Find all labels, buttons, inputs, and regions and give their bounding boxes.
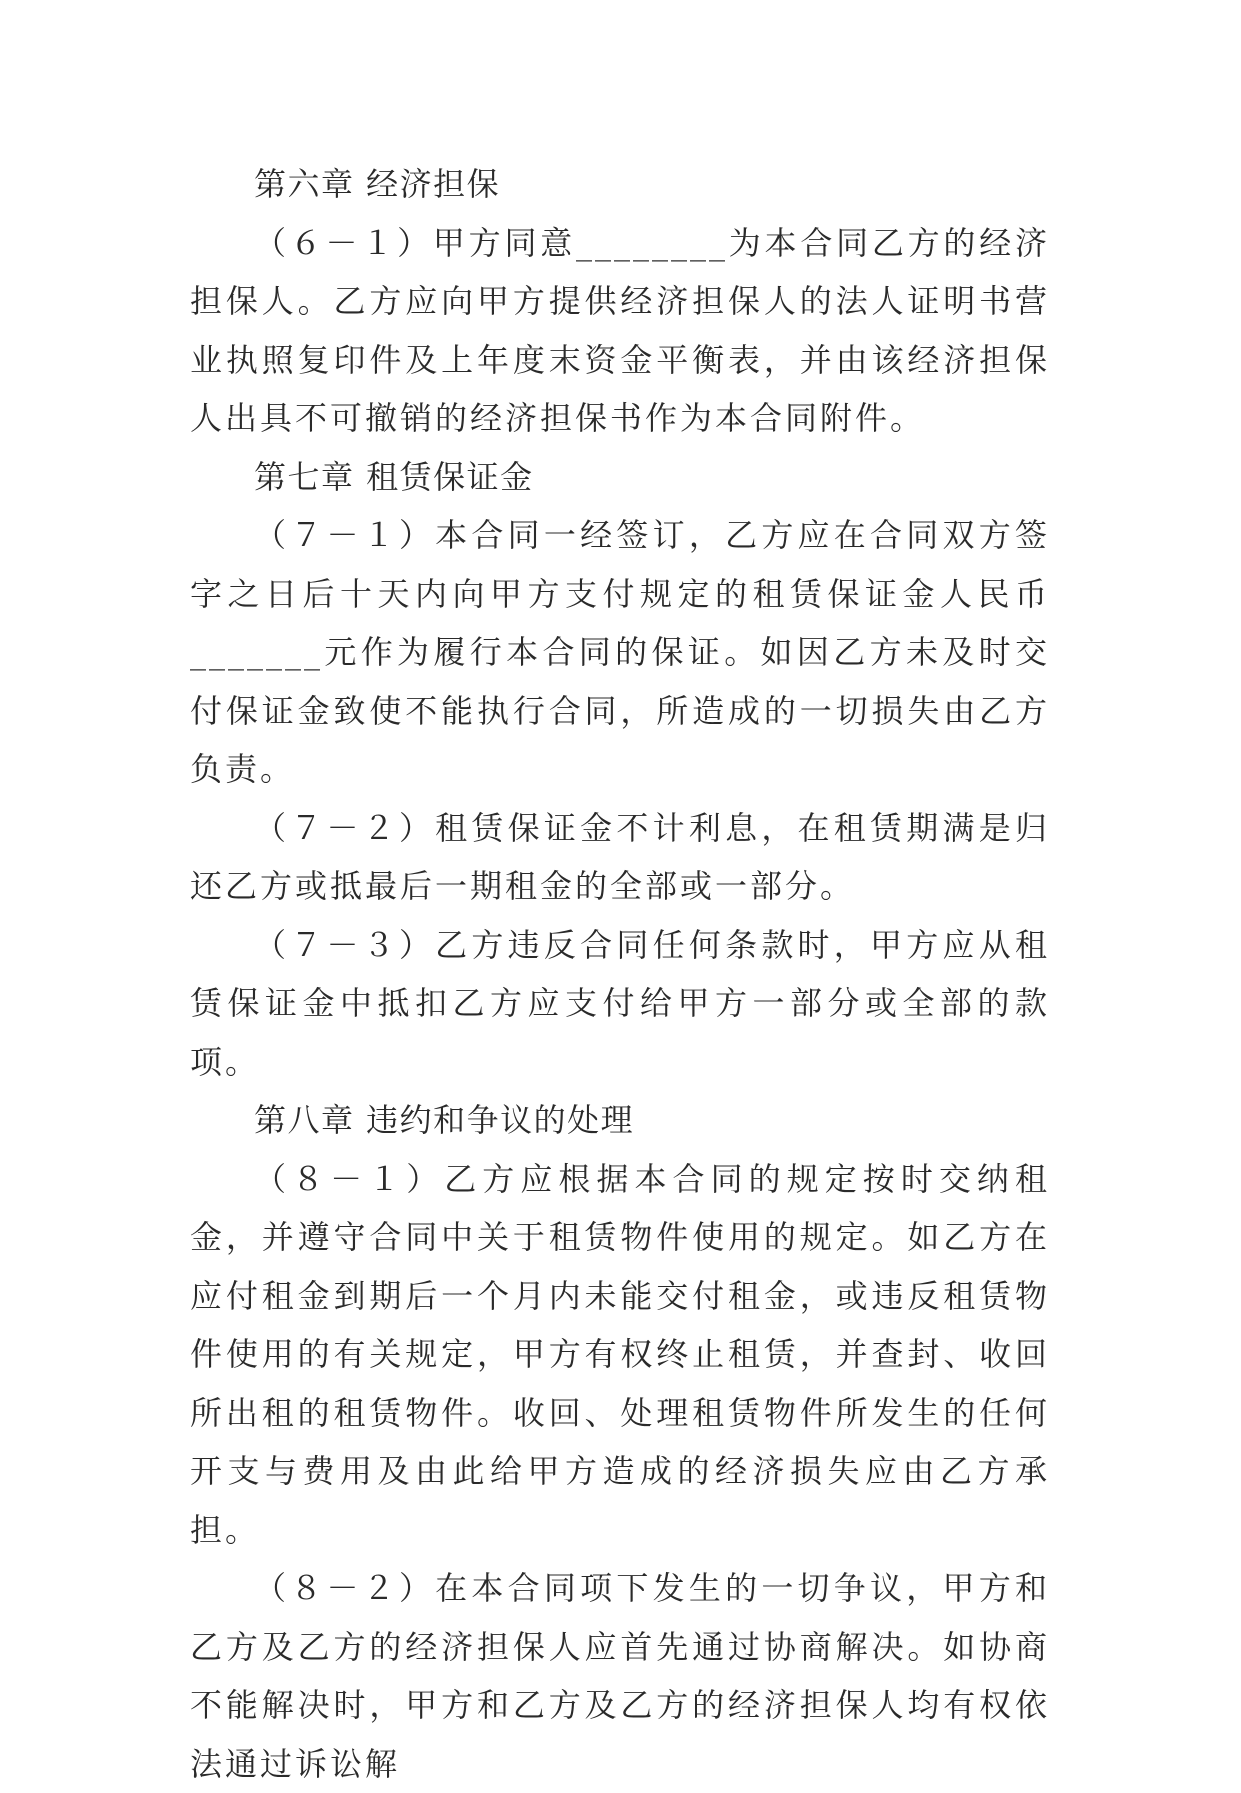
clause-8-2: （８－２）在本合同项下发生的一切争议，甲方和乙方及乙方的经济担保人应首先通过协商解决。如协商不能解决时，甲方和乙方及乙方的经济担保人均有权依法通过诉讼解 bbox=[190, 1569, 1050, 1783]
chapter-7-heading: 第七章 租赁保证金 bbox=[254, 457, 534, 496]
document-body bbox=[190, 155, 1050, 1793]
clause-7-1: （７－１）本合同一经签订，乙方应在合同双方签字之日后十天内向甲方支付规定的租赁保证金人民币_______元作为履行本合同的保证。如因乙方未及时交付保证金致使不能执行合同，所造成的一切损失由乙方负责。 bbox=[190, 516, 1050, 788]
chapter-8-heading: 第八章 违约和争议的处理 bbox=[254, 1101, 635, 1139]
chapter-6-heading: 第六章 经济担保 bbox=[254, 165, 501, 203]
clause-7-2: （７－２）租赁保证金不计利息，在租赁期满是归还乙方或抵最后一期租金的全部或一部分。 bbox=[190, 808, 1050, 905]
clause-7-3: （７－３）乙方违反合同任何条款时，甲方应从租赁保证金中抵扣乙方应支付给甲方一部分或全部的款项。 bbox=[190, 925, 1050, 1081]
clause-8-1: （８－１）乙方应根据本合同的规定按时交纳租金，并遵守合同中关于租赁物件使用的规定。如乙方在应付租金到期后一个月内未能交付租金，或违反租赁物件使用的有关规定，甲方有权终止租赁，并查封、收回所出租的租赁物件。收回、处理租赁物件所发生的任何开支与费用及由此给甲方造成的经济损失应由乙方承担。 bbox=[190, 1159, 1050, 1549]
clause-6-1: （６－１）甲方同意________为本合同乙方的经济担保人。乙方应向甲方提供经济担保人的法人证明书营业执照复印件及上年度末资金平衡表，并由该经济担保人出具不可撤销的经济担保书作为本合同附件。 bbox=[190, 223, 1050, 437]
